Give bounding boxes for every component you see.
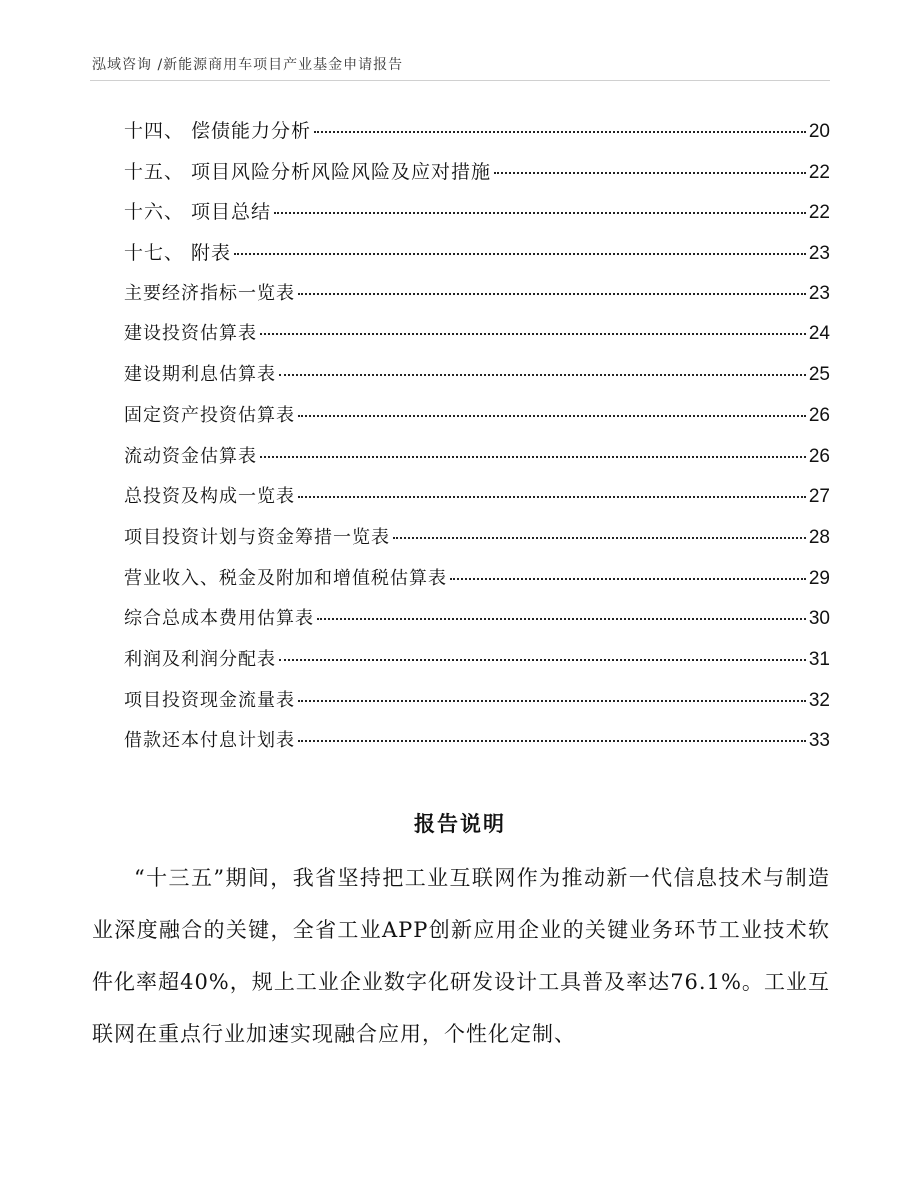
toc-entry[interactable] [124,157,830,198]
toc-dot-leader [450,578,806,580]
toc-entry[interactable] [124,116,830,157]
toc-entry[interactable] [124,523,830,564]
toc-entry[interactable] [124,442,830,483]
toc-entry-label: 固定资产投资估算表 [124,404,295,426]
header-divider [90,80,830,81]
toc-dot-leader [298,740,806,742]
toc-entry-page: 28 [808,526,830,548]
toc-entry[interactable] [124,564,830,605]
toc-entry[interactable] [124,686,830,727]
page-header: 泓域咨询 /新能源商用车项目产业基金申请报告 [92,57,404,73]
toc-entry-label: 主要经济指标一览表 [124,282,295,304]
toc-dot-leader [279,374,806,376]
toc-entry-page: 24 [808,323,830,345]
toc-entry-label: 建设期利息估算表 [124,364,276,386]
toc-entry-page: 22 [808,202,830,224]
toc-dot-leader [298,700,806,702]
toc-entry-page: 23 [808,282,830,304]
toc-entry[interactable] [124,279,830,320]
toc-entry-label: 项目投资现金流量表 [124,689,295,711]
toc-entry[interactable] [124,319,830,360]
toc-entry[interactable] [124,401,830,442]
toc-dot-leader [393,537,806,539]
toc-dot-leader [260,333,806,335]
toc-entry-label: 十四、 偿债能力分析 [124,120,312,142]
table-of-contents [124,116,830,767]
toc-entry-page: 23 [808,243,830,265]
toc-entry-label: 总投资及构成一览表 [124,486,295,508]
toc-entry-page: 26 [808,445,830,467]
toc-entry-label: 十七、 附表 [124,242,232,265]
toc-entry-page: 20 [808,121,830,142]
toc-entry[interactable] [124,645,830,686]
toc-entry[interactable] [124,360,830,401]
toc-entry[interactable] [124,238,830,279]
toc-entry-label: 综合总成本费用估算表 [124,608,314,630]
toc-entry-label: 十六、 项目总结 [124,201,272,224]
toc-entry-page: 22 [808,161,830,183]
toc-entry-label: 利润及利润分配表 [124,648,276,670]
toc-entry-label: 十五、 项目风险分析风险风险及应对措施 [124,160,492,183]
toc-dot-leader [298,415,806,417]
toc-entry-page: 26 [808,404,830,426]
toc-entry-label: 项目投资计划与资金筹措一览表 [124,526,390,548]
toc-entry[interactable] [124,604,830,645]
toc-entry-page: 25 [808,364,830,386]
toc-entry[interactable] [124,197,830,238]
toc-dot-leader [298,293,806,295]
toc-dot-leader [314,131,806,133]
toc-dot-leader [274,212,806,214]
toc-entry-page: 33 [808,730,830,752]
toc-entry-label: 借款还本付息计划表 [124,730,295,752]
toc-dot-leader [317,618,806,620]
toc-entry[interactable] [124,726,830,767]
section-title: 报告说明 [414,812,506,836]
toc-entry-page: 31 [808,648,830,670]
toc-entry-page: 32 [808,689,830,711]
toc-entry-label: 流动资金估算表 [124,445,257,467]
toc-dot-leader [298,496,806,498]
toc-entry-label: 建设投资估算表 [124,323,257,345]
toc-entry[interactable] [124,482,830,523]
toc-dot-leader [234,253,806,255]
toc-entry-label: 营业收入、税金及附加和增值税估算表 [124,567,447,589]
toc-entry-page: 27 [808,486,830,508]
toc-entry-page: 30 [808,608,830,630]
body-paragraph: “十三五”期间，我省坚持把工业互联网作为推动新一代信息技术与制造业深度融合的关键，全省工业APP创新应用企业的关键业务环节工业技术软件化率超40%，规上工业企业数字化研发设计工具普及率达76.1%。工业互联网在重点行业加速实现融合应用，个性化定制、 [92,866,830,1046]
toc-entry-page: 29 [808,567,830,589]
toc-dot-leader [260,456,806,458]
toc-dot-leader [494,172,806,174]
toc-dot-leader [279,659,806,661]
